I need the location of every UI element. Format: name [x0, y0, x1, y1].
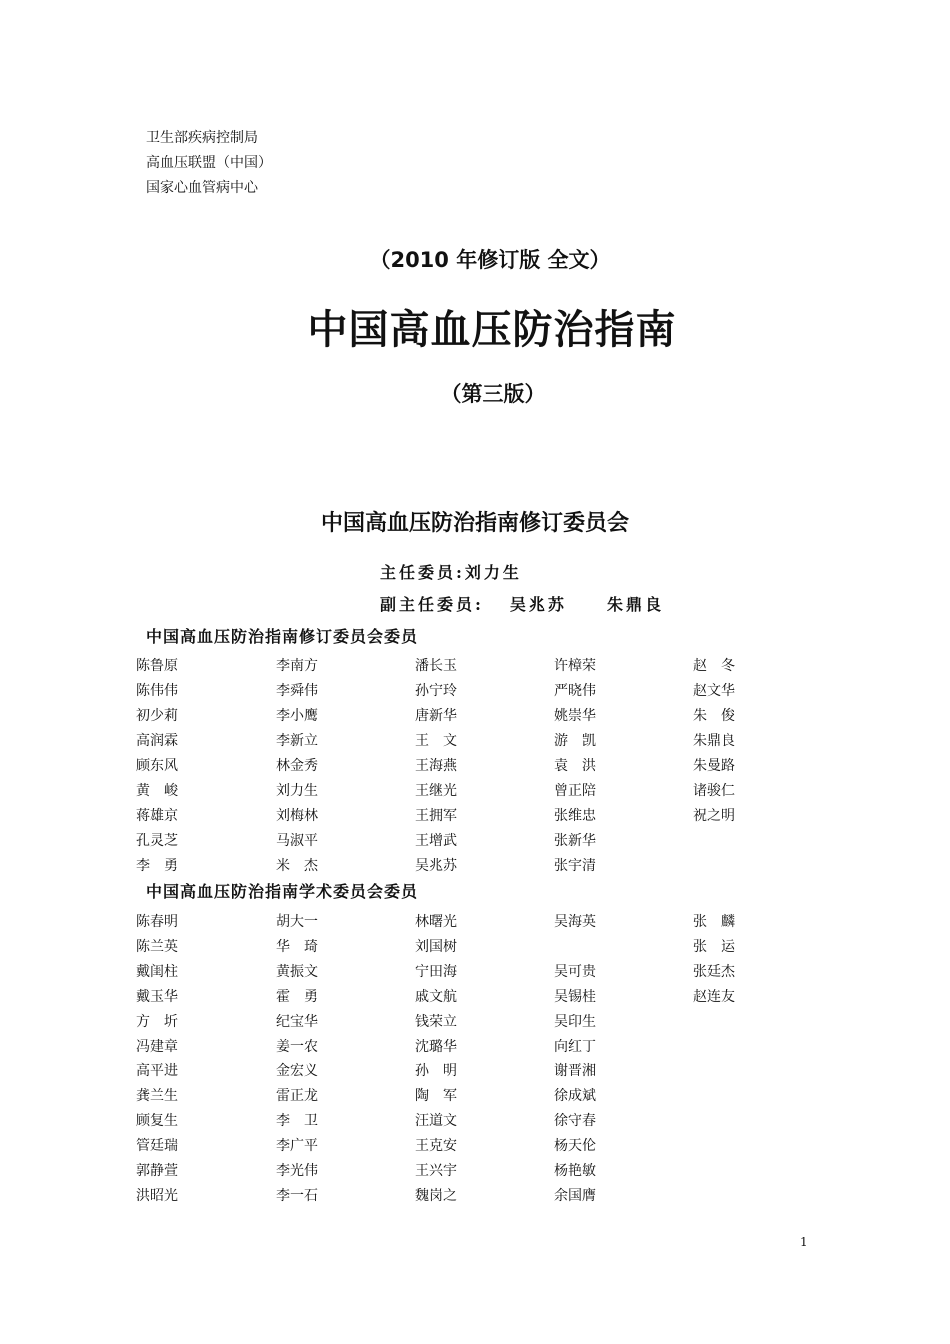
member-name: 诸骏仁 [693, 783, 735, 799]
page-number: 1 [800, 1235, 808, 1249]
member-name: 吴锡桂 [554, 988, 596, 1005]
member-name: 张廷杰 [693, 963, 735, 980]
member-name: 张新华 [554, 833, 596, 849]
member-name: 余国膺 [554, 1187, 596, 1204]
member-name: 魏岗之 [415, 1187, 457, 1204]
member-name: 杨艳敏 [554, 1163, 596, 1179]
member-name: 汪道文 [415, 1113, 457, 1130]
member-name: 初少莉 [136, 708, 178, 724]
member-name: 张宇清 [554, 858, 596, 874]
edition-subtitle: （2010 年修订版 全文） [369, 248, 611, 272]
org-line: 高血压联盟（中国） [146, 155, 272, 171]
member-name: 李新立 [276, 733, 318, 749]
member-name: 吴可贵 [554, 963, 596, 980]
member-name: 刘力生 [276, 783, 318, 799]
member-name: 洪昭光 [136, 1187, 178, 1204]
member-name: 姚崇华 [554, 708, 596, 724]
member-name: 龚兰生 [136, 1088, 178, 1105]
member-name: 徐守春 [554, 1113, 596, 1130]
vice-chair-label: 副主任委员: [380, 595, 484, 614]
member-name: 王 文 [415, 733, 457, 749]
member-name: 潘长玉 [415, 658, 457, 674]
member-name: 李 勇 [136, 858, 178, 874]
member-name: 王克安 [415, 1138, 457, 1155]
member-name: 戚文航 [415, 988, 457, 1005]
member-name: 沈璐华 [415, 1038, 457, 1055]
member-name: 朱曼路 [693, 758, 735, 774]
chair-name: 刘力生 [464, 563, 522, 582]
member-name: 陶 军 [415, 1088, 457, 1105]
document-title: 中国高血压防治指南 [307, 307, 677, 353]
member-name: 米 杰 [276, 858, 318, 874]
member-name: 李南方 [276, 658, 318, 674]
chair-label: 主任委员: [380, 563, 465, 582]
member-name: 吴兆苏 [415, 858, 457, 874]
member-name: 张维忠 [554, 808, 596, 824]
member-name: 朱鼎良 [693, 733, 735, 749]
member-name: 游 凯 [554, 733, 596, 749]
member-name: 方 圻 [136, 1013, 178, 1030]
member-name: 王继光 [415, 783, 457, 799]
member-name: 杨天伦 [554, 1138, 596, 1155]
member-name: 李小鹰 [276, 708, 318, 724]
chair-line [380, 560, 522, 583]
member-name: 王增武 [415, 833, 457, 849]
vice-chair-name: 吴兆苏 [509, 595, 567, 614]
member-name: 华 琦 [276, 938, 318, 955]
member-name: 雷正龙 [276, 1088, 318, 1105]
member-name: 纪宝华 [276, 1013, 318, 1030]
member-name: 管廷瑞 [136, 1138, 178, 1155]
member-name: 戴玉华 [136, 988, 178, 1005]
member-name: 徐成斌 [554, 1088, 596, 1105]
member-name: 陈伟伟 [136, 683, 178, 699]
member-name: 孙宁玲 [415, 683, 457, 699]
member-name: 刘国树 [415, 938, 457, 955]
member-name: 顾东风 [136, 758, 178, 774]
member-name: 谢晋湘 [554, 1063, 596, 1080]
member-name: 张 运 [693, 938, 735, 955]
member-name: 赵文华 [693, 683, 735, 699]
vice-chair-name: 朱鼎良 [606, 595, 664, 614]
member-name: 宁田海 [415, 963, 457, 980]
member-name: 向红丁 [554, 1038, 596, 1055]
member-name: 马淑平 [276, 833, 318, 849]
member-name: 祝之明 [693, 808, 735, 824]
member-name: 李光伟 [276, 1163, 318, 1179]
member-name: 姜一农 [276, 1038, 318, 1055]
member-name: 刘梅林 [276, 808, 318, 824]
member-name: 李舜伟 [276, 683, 318, 699]
member-name: 冯建章 [136, 1038, 178, 1055]
member-name: 蒋雄京 [136, 808, 178, 824]
member-name: 袁 洪 [554, 758, 596, 774]
academic-members-heading: 中国高血压防治指南学术委员会委员 [146, 882, 419, 901]
member-name: 戴闺柱 [136, 963, 178, 980]
committee-title: 中国高血压防治指南修订委员会 [320, 511, 629, 536]
member-name: 赵连友 [693, 988, 735, 1005]
member-name: 曾正陪 [554, 783, 596, 799]
member-name: 吴海英 [554, 914, 596, 930]
member-name: 赵 冬 [693, 658, 735, 674]
member-name: 黄振文 [276, 963, 318, 980]
member-name: 高平进 [136, 1063, 178, 1080]
member-name: 朱 俊 [693, 708, 735, 724]
issuing-organizations [146, 126, 272, 201]
member-name: 陈兰英 [136, 938, 178, 955]
member-name: 钱荣立 [415, 1013, 457, 1030]
member-name: 李广平 [276, 1138, 318, 1155]
member-name: 高润霖 [136, 733, 178, 749]
member-name: 林曙光 [415, 914, 457, 930]
org-line: 国家心血管病中心 [146, 180, 258, 196]
member-name: 李 卫 [276, 1113, 318, 1130]
member-name: 林金秀 [276, 758, 318, 774]
member-name: 陈春明 [136, 914, 178, 930]
member-name: 黄 峻 [136, 783, 178, 799]
member-name: 霍 勇 [276, 988, 318, 1005]
member-name: 孙 明 [415, 1063, 457, 1080]
member-name: 胡大一 [276, 914, 318, 930]
vice-chair-line [380, 592, 664, 615]
member-name: 吴印生 [554, 1013, 596, 1030]
member-name: 张 麟 [693, 914, 735, 930]
revision-members-heading: 中国高血压防治指南修订委员会委员 [146, 627, 419, 646]
member-name: 孔灵芝 [136, 833, 178, 849]
version-subtitle: （第三版） [440, 382, 546, 406]
member-name: 严晓伟 [554, 683, 596, 699]
member-name: 陈鲁原 [136, 658, 178, 674]
member-name: 唐新华 [415, 708, 457, 724]
org-line: 卫生部疾病控制局 [146, 130, 258, 146]
member-name: 王兴宇 [415, 1163, 457, 1179]
member-name: 王海燕 [415, 758, 457, 774]
member-name: 李一石 [276, 1187, 318, 1204]
member-name: 郭静萱 [136, 1163, 178, 1179]
member-name: 金宏义 [276, 1063, 318, 1080]
member-name: 顾复生 [136, 1113, 178, 1130]
member-name: 王拥军 [415, 808, 457, 824]
member-name: 许樟荣 [554, 658, 596, 674]
